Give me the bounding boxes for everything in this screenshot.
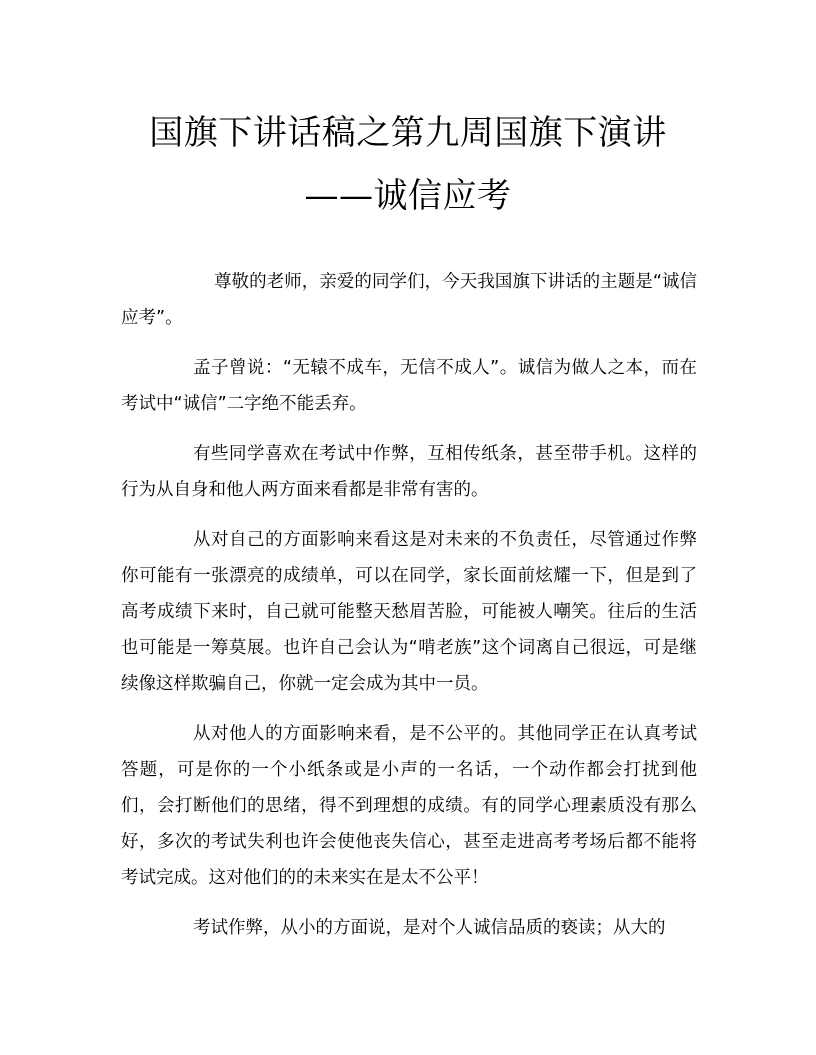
document-title: 国旗下讲话稿之第九周国旗下演讲 [149,113,667,153]
paragraph-mencius-quote: 孟子曾说：“无辕不成车，无信不成人”。诚信为做人之本，而在考试中“诚信”二字绝不能丢弃。 [121,358,697,414]
document-subtitle: ——诚信应考 [304,176,512,216]
paragraph-greeting: 尊敬的老师，亲爱的同学们，今天我国旗下讲话的主题是“诚信应考”。 [121,272,697,328]
paragraph-cheating-behavior: 有些同学喜欢在考试中作弊，互相传纸条，甚至带手机。这样的行为从自身和他人两方面来看都是非常有害的。 [121,444,697,500]
paragraph-conclusion-start: 考试作弊，从小的方面说，是对个人诚信品质的亵读；从大的 [193,918,666,938]
document-body [121,264,697,960]
paragraph-effect-on-others: 从对他人的方面影响来看，是不公平的。其他同学正在认真考试答题，可是你的一个小纸条或是小声的一名话，一个动作都会打扰到他们，会打断他们的思绪，得不到理想的成绩。有的同学心理素质没有那么好，多次的考试失利也许会使他丧失信心，甚至走进高考考场后都不能将考试完成。这对他们的的未来实在是太不公平！ [121,724,697,888]
paragraph-effect-on-self: 从对自己的方面影响来看这是对未来的不负责任，尽管通过作弊你可能有一张漂亮的成绩单，可以在同学，家长面前炫耀一下，但是到了高考成绩下来时，自己就可能整天愁眉苦脸，可能被人嘲笑。往后的生活也可能是一筹莫展。也许自己会认为“啃老族”这个词离自己很远，可是继续像这样欺骗自己，你就一定会成为其中一员。 [121,530,697,694]
